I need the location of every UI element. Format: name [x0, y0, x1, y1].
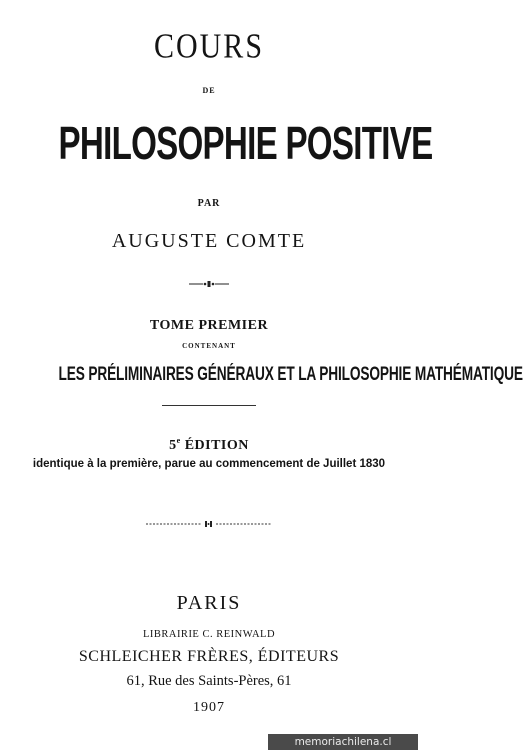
imprint-city: PARIS	[176, 592, 242, 614]
imprint-year: 1907	[193, 700, 225, 715]
ornament-divider-top	[0, 280, 418, 288]
edition-number: 5	[169, 438, 177, 453]
edition-suffix: e	[176, 436, 181, 445]
imprint-publisher: SCHLEICHER FRÈRES, ÉDITEURS	[78, 648, 340, 665]
ornament-divider-bottom	[0, 520, 418, 528]
volume-subtitle: LES PRÉLIMINAIRES GÉNÉRAUX ET LA PHILOSOPHIE MATHÉMATIQUE	[58, 364, 523, 385]
ornament-rule-icon	[146, 520, 272, 528]
containing-label: CONTENANT	[182, 342, 236, 350]
edition-label	[0, 436, 418, 454]
imprint-bookseller: LIBRAIRIE C. REINWALD	[142, 629, 276, 640]
author-name: AUGUSTE COMTE	[111, 230, 307, 252]
ornament-icon	[189, 280, 229, 288]
edition-word: ÉDITION	[180, 438, 249, 453]
edition-note: identique à la première, parue au commencement de Juillet 1830	[32, 458, 386, 470]
watermark: memoriachilena.cl	[268, 734, 418, 750]
volume-label: TOME PREMIER	[149, 318, 269, 333]
heading-cours: COURS	[153, 27, 265, 66]
main-title: PHILOSOPHIE POSITIVE	[58, 117, 433, 169]
heading-de: DE	[202, 86, 216, 95]
imprint-address: 61, Rue des Saints-Pères, 61	[126, 673, 292, 689]
rule-divider	[0, 405, 418, 406]
by-label: PAR	[197, 198, 221, 209]
